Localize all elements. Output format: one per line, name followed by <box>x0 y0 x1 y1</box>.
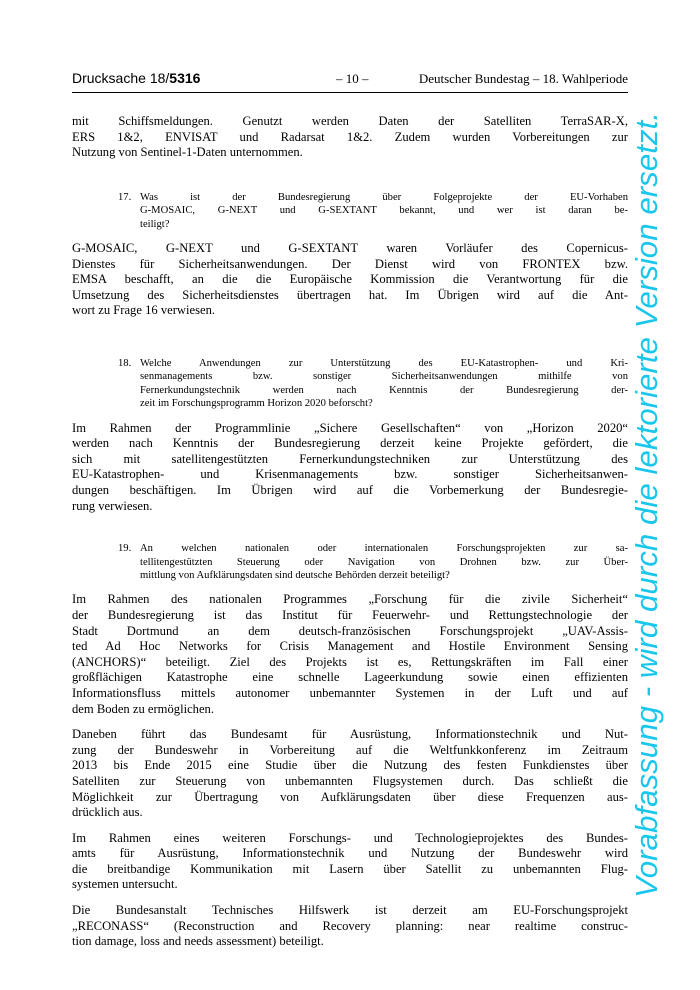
question-line: tellitengestützten Steuerung oder Navigation von Drohnen bzw. zur Über- <box>140 556 628 568</box>
paragraph-line: Die Bundesanstalt Technisches Hilfswerk ist derzeit am EU-Forschungsprojekt <box>72 903 628 918</box>
paragraph-line: dungen beschäftigen. Im Übrigen wird auf die Vorbemerkung der Bundesregie- <box>72 482 628 497</box>
question-line: G-MOSAIC, G-NEXT und G-SEXTANT bekannt, und wer ist daran be- <box>140 205 628 217</box>
document-number <box>72 70 200 86</box>
paragraph-line: Dienstes für Sicherheitsanwendungen. Der Dienst wird von FRONTEX bzw. <box>72 256 628 271</box>
paragraph-line: Im Rahmen des nationalen Programmes „Forschung für die zivile Sicherheit“ <box>72 592 628 607</box>
question-line: mittlung von Aufklärungsdaten sind deutsche Behörden derzeit beteiligt? <box>140 569 450 581</box>
paragraph <box>72 831 628 893</box>
paragraph-line: mit Schiffsmeldungen. Genutzt werden Daten der Satelliten TerraSAR-X, <box>72 114 628 128</box>
watermark-text: Vorabfassung - wird durch die lektorierte Version ersetzt. <box>629 119 664 898</box>
question-17 <box>118 191 628 231</box>
paragraph-line: systemen untersucht. <box>72 877 178 892</box>
question-line: Was ist der Bundesregierung über Folgeprojekte der EU-Vorhaben <box>140 191 628 203</box>
paragraph <box>72 592 628 717</box>
question-line: zeit im Forschungsprogramm Horizon 2020 beforscht? <box>140 398 373 410</box>
paragraph-line: tion damage, loss and needs assessment) beteiligt. <box>72 934 324 949</box>
paragraph-line: ted Ad Hoc Networks for Crisis Management and Hostile Environment Sensing <box>72 639 628 654</box>
question-text <box>140 191 628 231</box>
page-number: – 10 – <box>336 71 369 86</box>
question-line: teiligt? <box>140 218 170 230</box>
paragraph-line: dem Boden zu ermöglichen. <box>72 701 214 716</box>
paragraph-line: wort zu Frage 16 verwiesen. <box>72 303 216 318</box>
paragraph-line: sich mit satellitengestützten Fernerkundungstechniken zur Unterstützung des <box>72 451 628 466</box>
paragraph-line: zung der Bundeswehr in Vorbereitung auf die Weltfunkkonferenz im Zeitraum <box>72 742 628 757</box>
paragraph-line: amts für Ausrüstung, Informationstechnik und Nutzung der Bundeswehr wird <box>72 846 628 861</box>
question-line: Welche Anwendungen zur Unterstützung des EU-Katastrophen- und Kri- <box>140 357 628 369</box>
doc-number-prefix: 18/ <box>149 70 170 86</box>
paragraph-line: EMSA beschafft, an die die Europäische Kommission die Verantwortung für die <box>72 272 628 287</box>
question-19 <box>118 542 628 582</box>
paragraph-line: Stadt Dortmund an dem deutsch-französischen Forschungsprojekt „UAV-Assis- <box>72 623 628 638</box>
paragraph-line: EU-Katastrophen- und Krisenmanagements bzw. sonstiger Sicherheitsanwen- <box>72 467 628 482</box>
document-body <box>72 114 628 950</box>
paragraph-line: Daneben führt das Bundesamt für Ausrüstung, Informationstechnik und Nut- <box>72 727 628 742</box>
question-line: senmanagements bzw. sonstiger Sicherheitsanwendungen mithilfe von <box>140 371 628 383</box>
draft-watermark <box>626 110 670 900</box>
doc-type-label: Drucksache <box>72 70 146 86</box>
paragraph <box>72 241 628 319</box>
question-number: 18. <box>118 357 132 369</box>
question-number: 19. <box>118 543 132 555</box>
paragraph-line: ERS 1&2, ENVISAT und Radarsat 1&2. Zudem wurden Vorbereitungen zur <box>72 129 628 144</box>
question-18 <box>118 357 628 411</box>
paragraph <box>72 421 628 515</box>
paragraph-line: rung verwiesen. <box>72 498 153 513</box>
paragraph <box>72 727 628 821</box>
parliament-label: Deutscher Bundestag – 18. Wahlperiode <box>418 71 628 86</box>
paragraph-line: der Bundesregierung ist das Institut für Feuerwehr- und Rettungstechnologie der <box>72 607 628 622</box>
paragraph <box>72 903 628 950</box>
paragraph-line: Möglichkeit zur Übertragung von Aufklärungsdaten über diese Frequenzen aus- <box>72 789 628 804</box>
page-header <box>72 68 628 93</box>
paragraph-line: 2013 bis Ende 2015 eine Studie über die Nutzung des festen Funkdienstes über <box>72 758 628 773</box>
paragraph <box>72 114 628 161</box>
paragraph-line: werden nach Kenntnis der Bundesregierung derzeit keine Projekte gefördert, die <box>72 436 628 451</box>
question-line: An welchen nationalen oder internationalen Forschungsprojekten zur sa- <box>140 543 628 555</box>
paragraph-line: die breitbandige Kommunikation mit Lasern über Satellit zu unbemannten Flug- <box>72 861 628 876</box>
question-number: 17. <box>118 191 132 203</box>
paragraph-line: „RECONASS“ (Reconstruction and Recovery planning: near realtime construc- <box>72 918 628 933</box>
paragraph-line: Im Rahmen eines weiteren Forschungs- und Technologieprojektes des Bundes- <box>72 830 628 845</box>
paragraph-line: drücklich aus. <box>72 805 143 820</box>
paragraph-line: Informationsfluss mittels autonomer unbemannter Systemen in der Luft und auf <box>72 685 628 700</box>
paragraph-line: G-MOSAIC, G-NEXT und G-SEXTANT waren Vorläufer des Copernicus- <box>72 241 628 255</box>
paragraph-line: Im Rahmen der Programmlinie „Sichere Gesellschaften“ von „Horizon 2020“ <box>72 420 628 435</box>
paragraph-line: Nutzung von Sentinel-1-Daten unternommen. <box>72 145 303 160</box>
question-text <box>140 357 628 411</box>
doc-number: 5316 <box>169 70 201 86</box>
question-text <box>140 542 628 582</box>
paragraph-line: Satelliten zur Steuerung von unbemannten Flugsystemen durch. Das schließt die <box>72 773 628 788</box>
paragraph-line: großflächigen Katastrophe eine schnelle Lageerkundung sowie einen effizienten <box>72 670 628 685</box>
paragraph-line: Umsetzung des Sicherheitsdienstes übertragen hat. Im Übrigen wird auf die Ant- <box>72 287 628 302</box>
question-line: Fernerkundungstechnik werden nach Kenntnis der Bundesregierung der- <box>140 384 628 396</box>
paragraph-line: (ANCHORS)“ beteiligt. Ziel des Projekts ist es, Rettungskräften im Fall einer <box>72 654 628 669</box>
